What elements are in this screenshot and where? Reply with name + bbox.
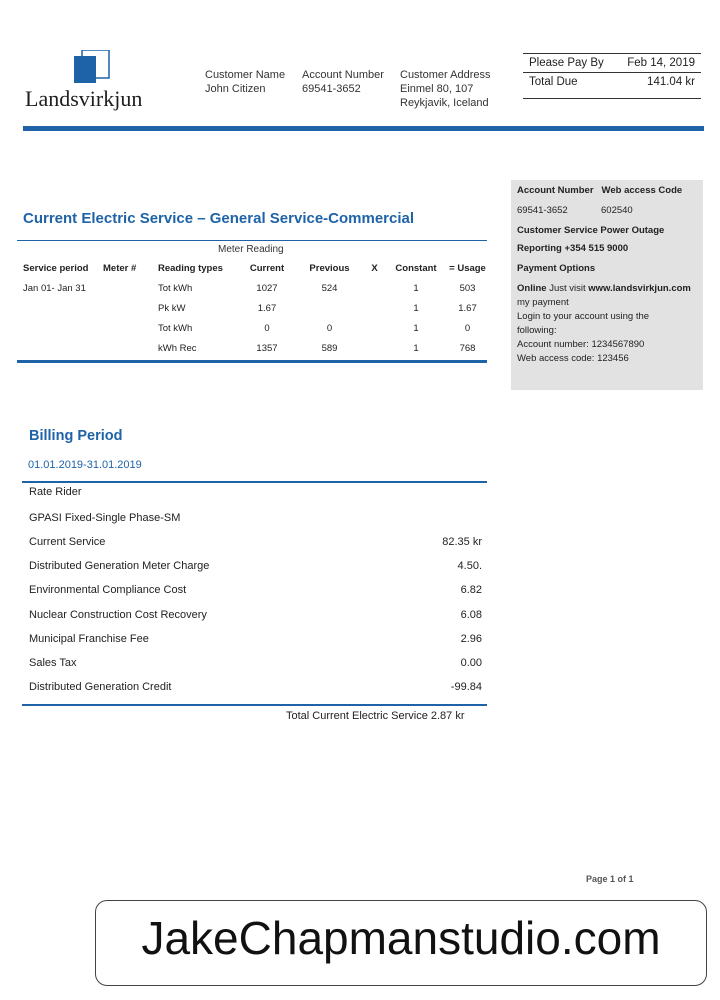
billing-line-item [29, 486, 482, 498]
cell-current: 1027 [256, 282, 278, 294]
pay-box-top-rule [523, 53, 701, 54]
cell-meter [97, 338, 152, 358]
line-item-label: Municipal Franchise Fee [29, 633, 149, 645]
side-web-code-value: 602540 [601, 205, 633, 216]
billing-line-item [29, 560, 482, 572]
customer-address-label: Customer Address [400, 69, 491, 81]
header-divider [23, 126, 704, 131]
cell-previous [294, 298, 359, 318]
col-current: Current [249, 262, 285, 274]
meter-reading-label: Meter Reading [218, 244, 284, 255]
total-due-row [529, 76, 695, 88]
cell-service-period [17, 318, 97, 338]
cell-reading-type: kWh Rec [158, 342, 197, 354]
total-due: 141.04 kr [647, 76, 695, 88]
billing-line-item [29, 681, 482, 693]
address-line-1: Einmel 80, 107 [400, 83, 474, 95]
col-meter-number: Meter # [103, 262, 137, 274]
account-number-block [302, 68, 384, 96]
website-link[interactable]: www.landsvirkjun.com [588, 283, 691, 294]
side-value-row [517, 204, 699, 218]
cell-service-period: Jan 01- Jan 31 [23, 282, 86, 294]
cell-usage: 0 [464, 322, 471, 334]
watermark-box [95, 900, 707, 986]
col-usage: = Usage [449, 262, 486, 274]
line-item-label: Sales Tax [29, 657, 77, 669]
line-item-label: Current Service [29, 536, 106, 548]
cell-usage: 1.67 [458, 302, 477, 314]
side-account-label: Account Number [517, 185, 594, 196]
col-service-period: Service period [23, 262, 89, 274]
side-web-code-label: Web access Code [601, 185, 683, 196]
cell-x [359, 298, 384, 318]
cell-meter [97, 278, 152, 298]
account-number-label: Account Number [302, 69, 384, 81]
line-item-amount: 6.08 [460, 609, 482, 621]
billing-line-item [29, 657, 482, 669]
table-row [17, 338, 487, 358]
line-item-label: Distributed Generation Meter Charge [29, 560, 210, 572]
cell-current: 0 [264, 322, 270, 334]
cell-reading-type: Pk kW [158, 302, 186, 314]
cell-constant: 1 [413, 342, 419, 354]
cell-current: 1.67 [257, 302, 277, 314]
meter-table-header [17, 258, 487, 278]
account-info-box [511, 180, 703, 390]
line-item-label: Distributed Generation Credit [29, 681, 172, 693]
customer-service-line2: Reporting +354 515 9000 [517, 243, 629, 254]
cell-usage: 768 [459, 342, 476, 354]
meter-table [17, 258, 487, 358]
online-text: Just visit [546, 283, 589, 294]
pay-by-date: Feb 14, 2019 [627, 57, 695, 69]
pay-box-mid-rule [523, 72, 701, 73]
billing-top-rule [22, 481, 487, 483]
billing-bottom-rule [22, 704, 487, 706]
line-item-amount: 82.35 kr [442, 536, 482, 548]
electric-top-rule [17, 240, 487, 241]
cell-meter [97, 318, 152, 338]
electric-bottom-rule [17, 360, 487, 363]
customer-service-line1: Customer Service Power Outage [517, 225, 665, 236]
online-line [517, 282, 699, 296]
cell-usage: 503 [459, 282, 476, 294]
cell-meter [97, 298, 152, 318]
following-line: following: [517, 325, 557, 336]
cell-x [359, 318, 384, 338]
brand-name: Landsvirkjun [25, 86, 143, 111]
cell-x [359, 278, 384, 298]
sample-web-code-line: Web access code: 123456 [517, 353, 629, 364]
line-item-amount: 4.50. [457, 560, 482, 572]
watermark-text: JakeChapmanstudio.com [141, 912, 661, 964]
table-row [17, 318, 487, 338]
cell-x [359, 338, 384, 358]
pay-by-label: Please Pay By [529, 57, 604, 69]
payment-options-heading: Payment Options [517, 263, 596, 274]
online-label: Online [517, 283, 547, 294]
account-number: 69541-3652 [302, 83, 361, 95]
line-item-label: Environmental Compliance Cost [29, 584, 187, 596]
line-item-label: Nuclear Construction Cost Recovery [29, 609, 207, 621]
pay-by-row [529, 57, 695, 69]
billing-line-item [29, 584, 482, 596]
logo-icon [72, 50, 110, 84]
page-number: Page 1 of 1 [586, 874, 634, 884]
customer-name-label: Customer Name [205, 69, 286, 81]
address-line-2: Reykjavik, Iceland [400, 97, 489, 109]
billing-line-item [29, 609, 482, 621]
billing-line-item [29, 536, 482, 548]
billing-total: Total Current Electric Service 2.87 kr [286, 710, 465, 722]
billing-line-item [29, 633, 482, 645]
line-item-label: GPASI Fixed-Single Phase-SM [29, 512, 181, 524]
cell-previous: 524 [321, 282, 338, 294]
cell-current: 1357 [256, 342, 278, 354]
pay-box-bottom-rule [523, 98, 701, 99]
line-item-amount: 2.96 [460, 633, 482, 645]
line-item-amount: 6.82 [460, 584, 482, 596]
col-reading-types: Reading types [158, 262, 223, 274]
cell-service-period [17, 338, 97, 358]
billing-period-dates: 01.01.2019-31.01.2019 [28, 459, 142, 471]
sample-account-line: Account number: 1234567890 [517, 339, 645, 350]
cell-previous: 0 [326, 322, 333, 334]
billing-line-item [29, 512, 482, 524]
col-constant: Constant [395, 262, 437, 274]
cell-constant: 1 [413, 302, 419, 314]
customer-name-block [205, 68, 285, 96]
line-item-amount: 0.00 [460, 657, 482, 669]
my-payment-line: my payment [517, 297, 569, 308]
customer-name: John Citizen [205, 83, 266, 95]
col-previous: Previous [309, 262, 350, 274]
cell-reading-type: Tot kWh [158, 282, 193, 294]
electric-service-title: Current Electric Service – General Service-Commercial [23, 210, 415, 227]
table-row [17, 298, 487, 318]
side-header-row [517, 184, 699, 198]
side-account-value: 69541-3652 [517, 205, 568, 216]
billing-period-title: Billing Period [29, 428, 123, 444]
cell-reading-type: Tot kWh [158, 322, 193, 334]
line-item-label: Rate Rider [29, 486, 82, 498]
login-line: Login to your account using the [517, 311, 650, 322]
total-due-label: Total Due [529, 76, 578, 88]
cell-service-period [17, 298, 97, 318]
customer-address-block [400, 68, 490, 110]
cell-previous: 589 [321, 342, 338, 354]
cell-constant: 1 [413, 282, 419, 294]
col-x: X [371, 262, 378, 274]
line-item-amount: -99.84 [450, 681, 482, 693]
table-row [17, 278, 487, 298]
cell-constant: 1 [413, 322, 419, 334]
